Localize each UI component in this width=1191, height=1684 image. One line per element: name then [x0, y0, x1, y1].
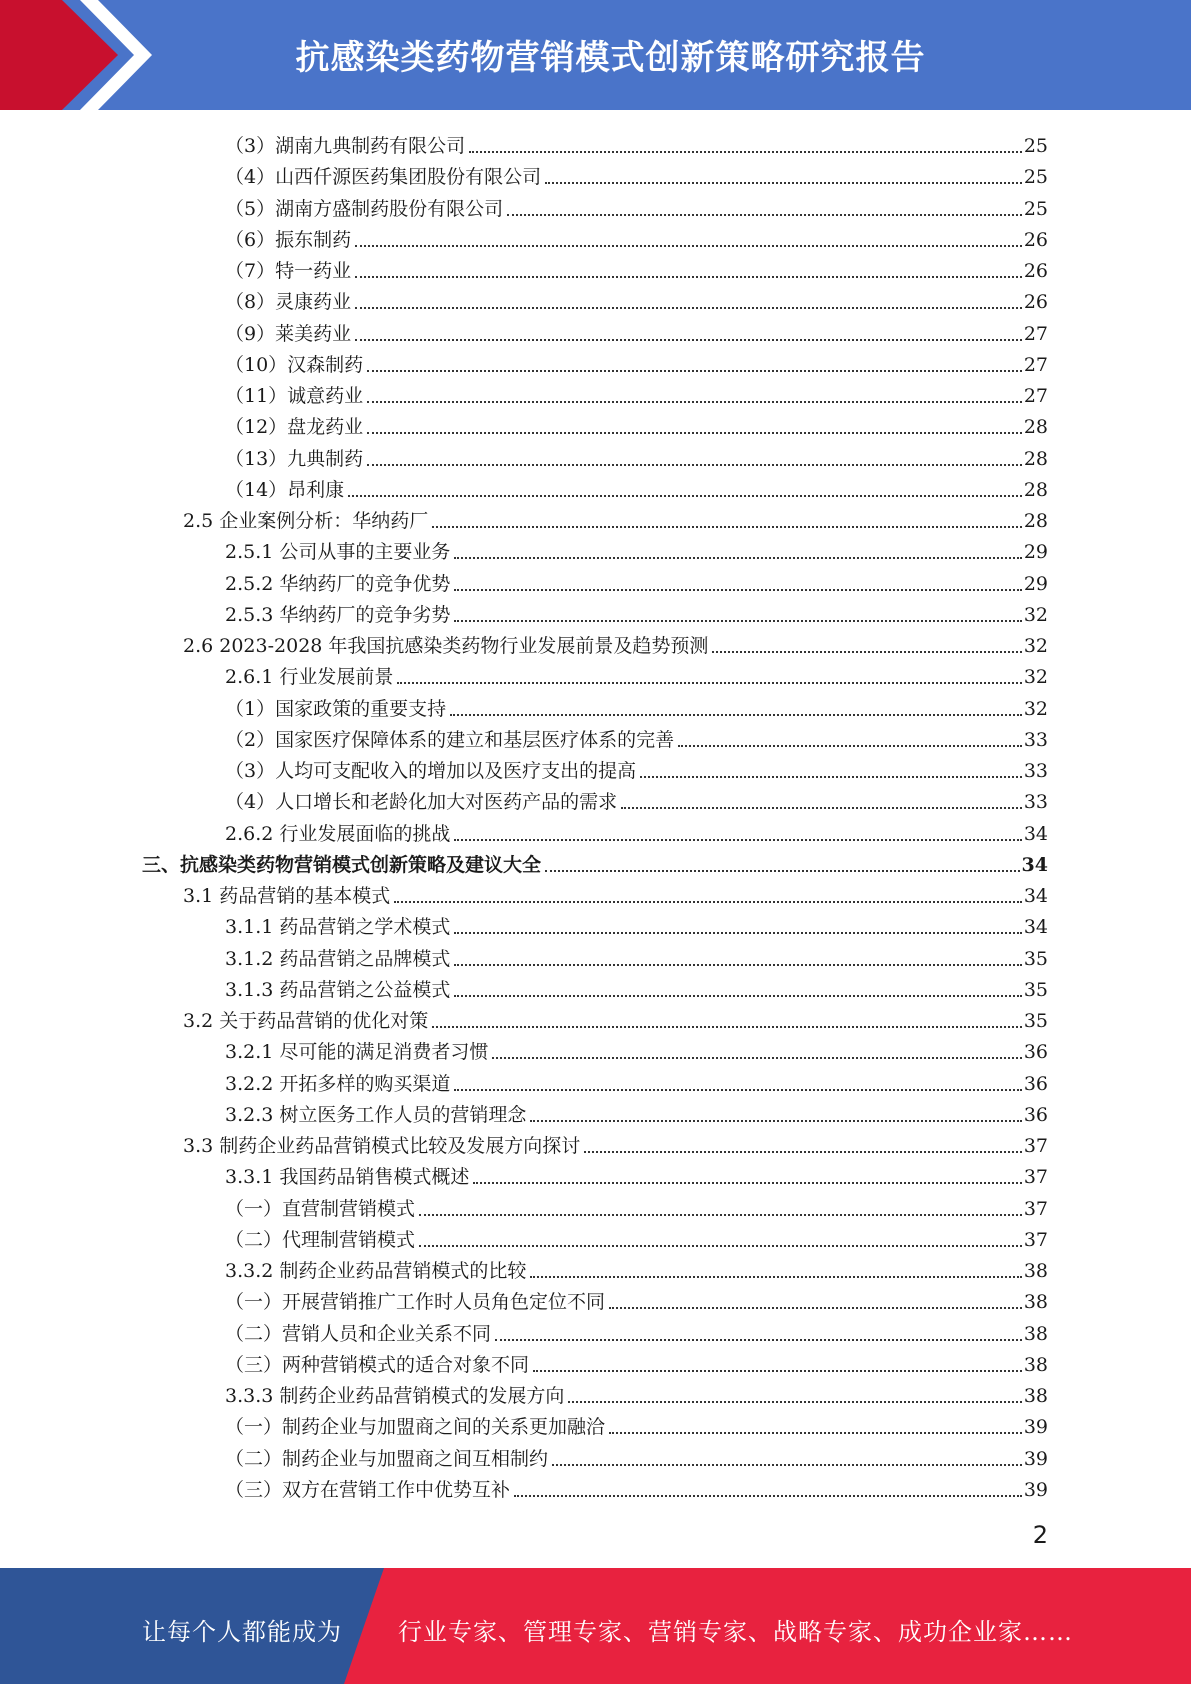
toc-entry[interactable]: [225, 1033, 1048, 1064]
toc-dot-leader: [394, 900, 1022, 903]
toc-dot-leader: [432, 525, 1022, 528]
toc-dot-leader: [367, 400, 1022, 403]
toc-dot-leader: [454, 931, 1021, 934]
toc-entry[interactable]: [225, 158, 1048, 189]
toc-entry[interactable]: [225, 1471, 1048, 1502]
toc-entry-label: （3）人均可支配收入的增加以及医疗支出的提高: [225, 760, 637, 782]
toc-entry-label: （一）直营制营销模式: [225, 1197, 416, 1220]
toc-entry-page: 36: [1023, 1072, 1048, 1095]
toc-dot-leader: [355, 306, 1022, 309]
toc-entry-label: （14）昂利康: [225, 478, 345, 501]
toc-dot-leader: [355, 244, 1022, 247]
toc-entry-page: 38: [1023, 1353, 1048, 1376]
toc-entry-label: 3.3.3 制药企业药品营销模式的发展方向: [225, 1385, 565, 1407]
toc-entry[interactable]: [225, 1283, 1048, 1314]
toc-entry-page: 37: [1023, 1166, 1048, 1189]
toc-entry-page: 28: [1023, 478, 1048, 501]
toc-entry-page: 28: [1023, 416, 1048, 439]
toc-entry-page: 37: [1023, 1228, 1048, 1251]
toc-entry[interactable]: [225, 190, 1048, 221]
toc-entry-page: 36: [1023, 1041, 1048, 1064]
toc-entry-label: （三）两种营销模式的适合对象不同: [225, 1353, 530, 1376]
toc-entry[interactable]: [225, 1096, 1048, 1127]
toc-entry-page: 26: [1023, 291, 1048, 314]
toc-entry[interactable]: [225, 783, 1048, 814]
toc-entry[interactable]: [225, 690, 1048, 721]
toc-entry-page: 39: [1023, 1416, 1048, 1439]
toc-entry-page: 32: [1023, 697, 1048, 720]
toc-entry[interactable]: [225, 471, 1048, 502]
toc-dot-leader: [514, 1494, 1022, 1497]
toc-entry-label: （二）营销人员和企业关系不同: [225, 1322, 492, 1345]
toc-entry-label: 2.5.2 华纳药厂的竞争优势: [225, 572, 451, 595]
toc-entry[interactable]: [225, 1315, 1048, 1346]
toc-entry-label: （一）制药企业与加盟商之间的关系更加融洽: [225, 1416, 606, 1439]
toc-entry-page: 34: [1023, 885, 1048, 907]
toc-entry-page: 38: [1023, 1291, 1048, 1314]
toc-entry-page: 32: [1023, 603, 1048, 626]
toc-entry-label: （4）人口增长和老龄化加大对医药产品的需求: [225, 791, 618, 814]
toc-entry-label: 3.2.2 开拓多样的购买渠道: [225, 1072, 451, 1095]
toc-dot-leader: [545, 869, 1020, 872]
toc-dot-leader: [450, 713, 1022, 716]
toc-entry[interactable]: [225, 346, 1048, 377]
toc-dot-leader: [348, 494, 1022, 497]
footer-slogan-left: 让每个人都能成为: [142, 1618, 342, 1646]
toc-entry-page: 35: [1023, 1010, 1048, 1032]
toc-dot-leader: [419, 1213, 1022, 1216]
toc-dot-leader: [469, 150, 1022, 153]
toc-entry-label: 2.6.2 行业发展面临的挑战: [225, 822, 451, 845]
toc-entry-label: 2.5 企业案例分析：华纳药厂: [183, 510, 429, 532]
toc-dot-leader: [712, 650, 1021, 653]
toc-entry-page: 28: [1023, 510, 1048, 532]
toc-entry[interactable]: [225, 1346, 1048, 1377]
toc-entry[interactable]: [225, 1440, 1048, 1471]
toc-entry[interactable]: [225, 908, 1048, 939]
toc-entry-page: 27: [1023, 385, 1048, 407]
toc-entry[interactable]: [183, 627, 1048, 658]
toc-entry-label: （9）莱美药业: [225, 322, 352, 345]
toc-dot-leader: [367, 369, 1022, 372]
toc-entry-label: （2）国家医疗保障体系的建立和基层医疗体系的完善: [225, 728, 675, 751]
toc-dot-leader: [640, 775, 1022, 778]
toc-dot-leader: [454, 1088, 1021, 1091]
toc-entry-page: 37: [1023, 1135, 1048, 1157]
toc-entry[interactable]: [183, 1127, 1048, 1158]
toc-entry[interactable]: [183, 1002, 1048, 1033]
toc-entry-page: 29: [1023, 541, 1048, 564]
report-title: 抗感染类药物营销模式创新策略研究报告: [295, 38, 926, 78]
toc-entry[interactable]: [225, 533, 1048, 564]
toc-entry[interactable]: [183, 502, 1048, 533]
toc-dot-leader: [530, 1275, 1021, 1278]
toc-entry-label: （二）制药企业与加盟商之间互相制约: [225, 1447, 549, 1470]
toc-entry-page: 26: [1023, 260, 1048, 282]
toc-entry-label: 3.3.2 制药企业药品营销模式的比较: [225, 1260, 527, 1282]
toc-dot-leader: [568, 1400, 1021, 1403]
toc-entry-label: （8）灵康药业: [225, 291, 352, 314]
toc-dot-leader: [367, 463, 1022, 466]
toc-entry[interactable]: [225, 1377, 1048, 1408]
toc-entry-page: 39: [1023, 1478, 1048, 1501]
toc-dot-leader: [355, 275, 1022, 278]
toc-entry-label: （10）汉森制药: [225, 353, 364, 376]
toc-entry[interactable]: [225, 440, 1048, 471]
toc-dot-leader: [552, 1463, 1022, 1466]
toc-entry[interactable]: [225, 377, 1048, 408]
toc-entry-label: 三、抗感染类药物营销模式创新策略及建议大全: [142, 853, 542, 876]
toc-dot-leader: [454, 963, 1021, 966]
toc-entry-page: 34: [1021, 853, 1048, 876]
toc-entry[interactable]: [225, 815, 1048, 846]
toc-entry[interactable]: [225, 1158, 1048, 1189]
toc-dot-leader: [454, 838, 1021, 841]
toc-entry-page: 25: [1023, 197, 1048, 220]
page-number: 2: [1032, 1521, 1048, 1549]
toc-entry-label: （三）双方在营销工作中优势互补: [225, 1478, 511, 1501]
toc-entry[interactable]: [225, 1190, 1048, 1221]
toc-entry[interactable]: [225, 721, 1048, 752]
toc-entry[interactable]: [225, 971, 1048, 1002]
toc-entry-page: 38: [1023, 1322, 1048, 1345]
toc-entry-page: 27: [1023, 353, 1048, 376]
toc-entry-label: （11）诚意药业: [225, 385, 364, 407]
toc-entry[interactable]: [142, 846, 1048, 877]
toc-entry[interactable]: [225, 283, 1048, 314]
toc-entry-page: 35: [1023, 947, 1048, 970]
toc-entry-label: 2.6 2023-2028 年我国抗感染类药物行业发展前景及趋势预测: [183, 635, 709, 657]
toc-entry-label: （13）九典制药: [225, 447, 364, 470]
toc-entry[interactable]: [225, 658, 1048, 689]
toc-entry-label: 3.1 药品营销的基本模式: [183, 885, 391, 907]
toc-entry[interactable]: [225, 1065, 1048, 1096]
toc-dot-leader: [355, 338, 1022, 341]
toc-entry[interactable]: [225, 1252, 1048, 1283]
toc-entry[interactable]: [183, 877, 1048, 908]
toc-entry-label: 3.2.3 树立医务工作人员的营销理念: [225, 1103, 527, 1126]
toc-dot-leader: [454, 588, 1021, 591]
toc-dot-leader: [473, 1181, 1021, 1184]
toc-dot-leader: [454, 619, 1021, 622]
toc-dot-leader: [454, 994, 1021, 997]
toc-dot-leader: [454, 556, 1021, 559]
toc-dot-leader: [678, 744, 1022, 747]
toc-entry-label: 3.2 关于药品营销的优化对策: [183, 1010, 429, 1032]
toc-entry-page: 34: [1023, 822, 1048, 845]
toc-entry[interactable]: [225, 221, 1048, 252]
toc-entry-page: 32: [1023, 635, 1048, 657]
toc-entry-label: （3）湖南九典制药有限公司: [225, 135, 466, 157]
toc-entry[interactable]: [225, 1221, 1048, 1252]
toc-entry-label: 2.5.3 华纳药厂的竞争劣势: [225, 603, 451, 626]
toc-entry-page: 29: [1023, 572, 1048, 595]
toc-entry-page: 28: [1023, 447, 1048, 470]
toc-entry[interactable]: [225, 315, 1048, 346]
toc-entry[interactable]: [225, 408, 1048, 439]
toc-entry-page: 35: [1023, 978, 1048, 1001]
page-header: [0, 0, 1191, 110]
toc-entry[interactable]: [225, 752, 1048, 783]
toc-entry-page: 37: [1023, 1197, 1048, 1220]
footer-slogan-right: 行业专家、管理专家、营销专家、战略专家、成功企业家……: [398, 1618, 1073, 1646]
toc-entry-page: 39: [1023, 1447, 1048, 1470]
toc-dot-leader: [530, 1119, 1021, 1122]
toc-entry-label: 3.3 制药企业药品营销模式比较及发展方向探讨: [183, 1135, 581, 1157]
toc-entry-label: （5）湖南方盛制药股份有限公司: [225, 197, 504, 220]
toc-entry-page: 32: [1023, 666, 1048, 689]
toc-entry-label: （4）山西仟源医药集团股份有限公司: [225, 166, 542, 189]
toc-entry-page: 33: [1023, 728, 1048, 751]
toc-entry[interactable]: [225, 940, 1048, 971]
toc-entry-label: 2.5.1 公司从事的主要业务: [225, 541, 451, 564]
toc-entry-label: （1）国家政策的重要支持: [225, 697, 447, 720]
toc-dot-leader: [507, 213, 1022, 216]
toc-entry-label: 3.1.1 药品营销之学术模式: [225, 916, 451, 939]
toc-dot-leader: [495, 1338, 1022, 1341]
toc-dot-leader: [432, 1025, 1022, 1028]
toc-dot-leader: [584, 1150, 1022, 1153]
toc-entry-page: 38: [1023, 1260, 1048, 1282]
toc-entry-page: 36: [1023, 1103, 1048, 1126]
toc-entry[interactable]: [225, 252, 1048, 283]
toc-entry-page: 38: [1023, 1385, 1048, 1407]
toc-entry-label: （7）特一药业: [225, 260, 352, 282]
toc-entry-page: 27: [1023, 322, 1048, 345]
page-footer: [0, 1568, 1191, 1684]
toc-entry-label: （12）盘龙药业: [225, 416, 364, 439]
toc-entry-label: 3.1.2 药品营销之品牌模式: [225, 947, 451, 970]
toc-dot-leader: [533, 1369, 1022, 1372]
toc-entry-page: 26: [1023, 228, 1048, 251]
toc-dot-leader: [419, 1244, 1022, 1247]
toc-entry[interactable]: [225, 565, 1048, 596]
toc-dot-leader: [609, 1306, 1022, 1309]
toc-dot-leader: [367, 431, 1022, 434]
toc-entry-page: 34: [1023, 916, 1048, 939]
toc-entry-page: 33: [1023, 791, 1048, 814]
toc-entry-label: 3.2.1 尽可能的满足消费者习惯: [225, 1041, 489, 1064]
toc-entry[interactable]: [225, 1408, 1048, 1439]
toc-dot-leader: [621, 806, 1022, 809]
toc-dot-leader: [545, 181, 1022, 184]
toc-dot-leader: [397, 681, 1021, 684]
toc-entry-label: （6）振东制药: [225, 228, 352, 251]
toc-entry-label: 3.3.1 我国药品销售模式概述: [225, 1166, 470, 1189]
toc-entry[interactable]: [225, 127, 1048, 158]
toc-entry-label: 3.1.3 药品营销之公益模式: [225, 978, 451, 1001]
toc-entry-page: 25: [1023, 166, 1048, 189]
toc-entry[interactable]: [225, 596, 1048, 627]
toc-entry-label: 2.6.1 行业发展前景: [225, 666, 394, 689]
toc-dot-leader: [492, 1056, 1021, 1059]
toc-dot-leader: [609, 1431, 1022, 1434]
toc-entry-label: （二）代理制营销模式: [225, 1228, 416, 1251]
toc-entry-label: （一）开展营销推广工作时人员角色定位不同: [225, 1291, 606, 1314]
toc-entry-page: 33: [1023, 760, 1048, 782]
toc-entry-page: 25: [1023, 135, 1048, 157]
